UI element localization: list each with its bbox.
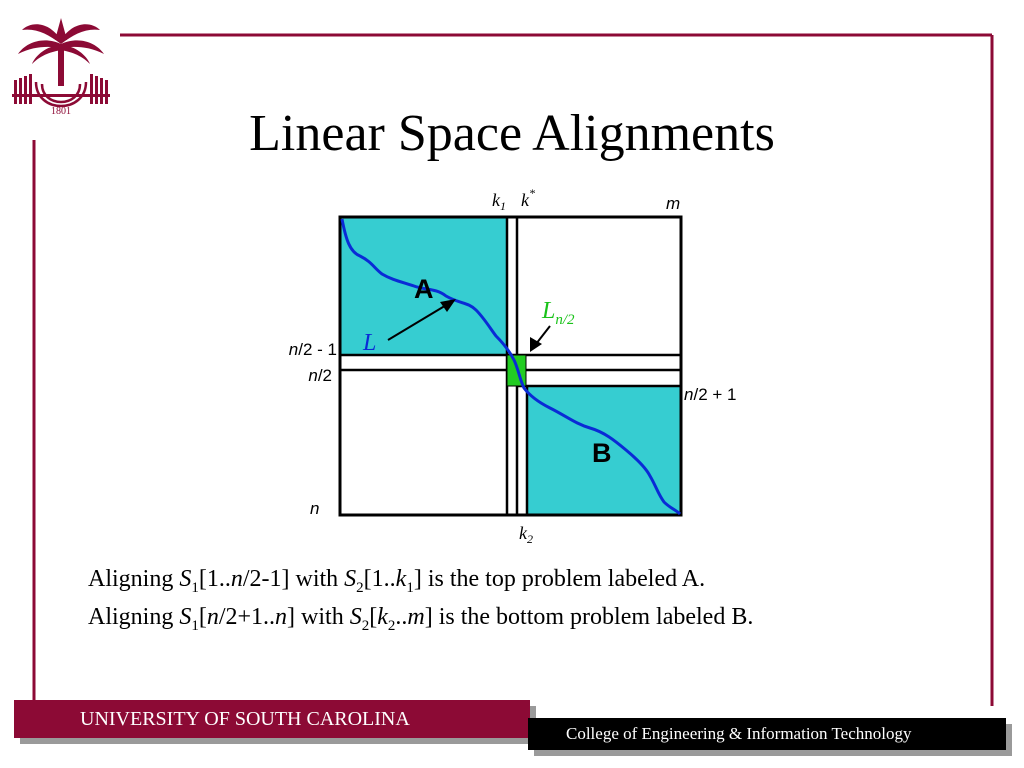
footer-university-text: UNIVERSITY OF SOUTH CAROLINA: [80, 708, 410, 730]
n-half-plus-1-label: n/2 + 1: [684, 385, 737, 404]
n-label: n: [310, 499, 320, 518]
m-label: m: [666, 194, 681, 213]
footer-college-text: College of Engineering & Information Technology: [566, 724, 912, 743]
region-a-label: A: [414, 274, 434, 304]
caption-line-bottom: Aligning $S_1[n/2+1..n]$ with $S_2[k_2..m]$ is the bottom problem labeled B.: [88, 604, 754, 634]
path-label: L: [363, 330, 377, 356]
footer-university-bar: [14, 700, 530, 738]
k2-label: $k_2$: [519, 523, 533, 546]
k1-label: $k_1$: [492, 190, 506, 213]
n-half-label: n/2: [308, 366, 332, 385]
n-half-minus-1-label: n/2 - 1: [288, 340, 337, 359]
region-b-label: B: [592, 438, 612, 468]
footer-college-bar: [528, 718, 1006, 750]
caption-line-top: Aligning $S_1[1..n/2-1]$ with $S_2[1..k_1]$ is the top problem labeled A.: [88, 566, 706, 596]
lnhalf-arrow: [536, 326, 550, 344]
lnhalf-label: $L_{n/2}$: [542, 298, 575, 328]
kstar-label: k*: [521, 186, 535, 210]
logo-year: 1801: [51, 106, 71, 117]
slide-title: Linear Space Alignments: [249, 105, 775, 162]
